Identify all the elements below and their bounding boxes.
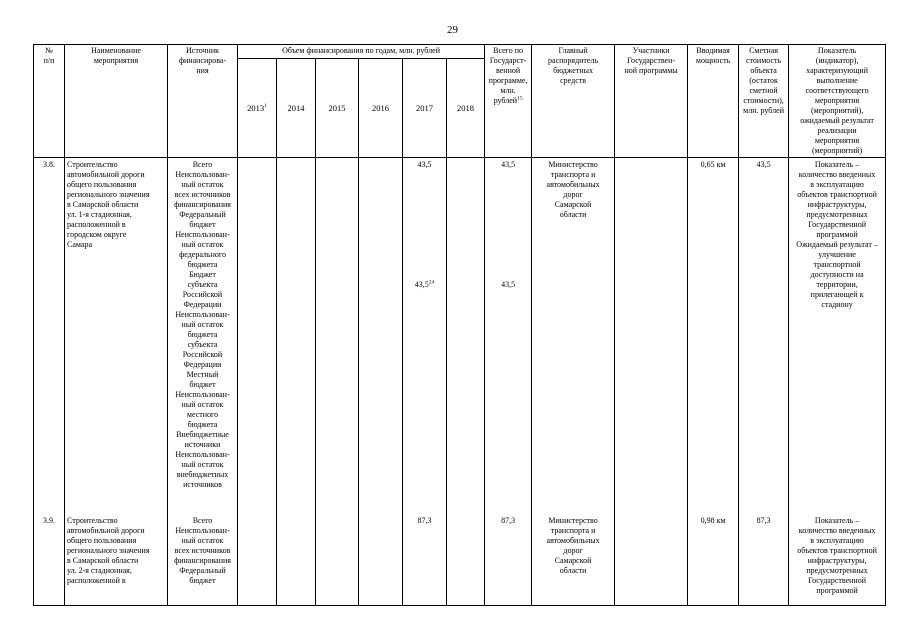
source-item: Всего <box>192 160 213 169</box>
header-year-2017: 2017 <box>403 59 447 158</box>
financing-table <box>33 44 886 606</box>
table-header <box>34 45 886 158</box>
cell-participants <box>615 158 688 514</box>
value-total-total: 43,5 <box>501 160 516 169</box>
cell-2016 <box>359 158 403 514</box>
value-total-regional: 43,5 <box>501 280 516 289</box>
cell-2013 <box>238 514 277 606</box>
source-item: Бюджет субъекта Российской Федерации <box>182 270 223 309</box>
cell-estimate: 43,5 <box>739 158 789 514</box>
source-item: Местный бюджет <box>186 370 219 389</box>
header-estimate: Сметная стоимость объекта (остаток сметной стоимости), млн. рублей <box>739 45 789 158</box>
cell-2018 <box>447 158 485 514</box>
cell-total <box>485 158 532 514</box>
source-item: Неиспользован- ный остаток бюджета субъекта Российской Федерации <box>175 310 230 369</box>
row-name: Строительство автомобильной дороги общего пользования регионального значения в Самарской области ул. 2-я стадионная, расположенной в <box>65 514 168 606</box>
cell-2017 <box>403 514 447 606</box>
source-item: Федеральный бюджет <box>179 210 226 229</box>
header-source: Источник финансирова- ния <box>168 45 238 158</box>
header-name: Наименование мероприятия <box>65 45 168 158</box>
value-2017-total: 87,3 <box>417 515 432 525</box>
source-item: Неиспользован- ный остаток всех источников финансирования <box>174 170 231 209</box>
cell-2018 <box>447 514 485 606</box>
table-body <box>34 158 886 606</box>
source-item: Неиспользован- ный остаток внебюджетных источников <box>175 450 230 489</box>
cell-manager: Министерство транспорта и автомобильных дорог Самарской области <box>532 514 615 606</box>
row-sources <box>168 158 238 514</box>
source-item: Неиспользован- ный остаток всех источников финансирования <box>174 525 231 565</box>
cell-manager: Министерство транспорта и автомобильных дорог Самарской области <box>532 158 615 514</box>
cell-indicator: Показатель – количество введенных в эксплуатацию объектов транспортной инфраструктуры, предусмотренных Государственной программой <box>789 514 886 606</box>
header-participants: Участники Государствен- ной программы <box>615 45 688 158</box>
header-total: Всего по Государст- венной программе, млн. рублей$^{15}$ <box>485 45 532 158</box>
row-sources <box>168 514 238 606</box>
header-num: № п/п <box>34 45 65 158</box>
header-year-2013: 2013$^1$ <box>238 59 277 158</box>
source-item: Федеральный бюджет <box>179 565 226 585</box>
table-row <box>34 158 886 514</box>
table-row <box>34 514 886 606</box>
row-num: 3.9. <box>34 514 65 606</box>
value-total-total: 87,3 <box>501 515 516 525</box>
header-indicator: Показатель (индикатор), характеризующий выполнение соответствующего мероприятия (мероприятий), ожидаемый результат реализации мероприятия (мероприятий) <box>789 45 886 158</box>
header-year-2015: 2015 <box>316 59 359 158</box>
source-item: Неиспользован- ный остаток местного бюджета <box>175 390 230 429</box>
cell-estimate: 87,3 <box>739 514 789 606</box>
header-manager: Главный распорядитель бюджетных средств <box>532 45 615 158</box>
cell-2017 <box>403 158 447 514</box>
cell-2015 <box>316 514 359 606</box>
cell-capacity: 0,98 км <box>688 514 739 606</box>
cell-2014 <box>277 514 316 606</box>
cell-participants <box>615 514 688 606</box>
cell-2014 <box>277 158 316 514</box>
cell-capacity: 0,65 км <box>688 158 739 514</box>
source-item: Всего <box>192 515 213 525</box>
source-item: Неиспользован- ный остаток федерального бюджета <box>175 230 230 269</box>
cell-2013 <box>238 158 277 514</box>
page-number: 29 <box>447 24 458 36</box>
row-num: 3.8. <box>34 158 65 514</box>
header-volume: Объем финансирования по годам, млн. рублей <box>238 45 485 59</box>
header-year-2014: 2014 <box>277 59 316 158</box>
cell-indicator: Показатель – количество введенных в эксплуатацию объектов транспортной инфраструктуры, предусмотренных Государственной программой Ожидаемый результат – улучшение транспортной доступности на территории, прилегающей к стадиону <box>789 158 886 514</box>
source-item: Внебюджетные источники <box>176 430 229 449</box>
value-2017-total: 43,5 <box>417 160 432 169</box>
header-year-2016: 2016 <box>359 59 403 158</box>
cell-2015 <box>316 158 359 514</box>
cell-2016 <box>359 514 403 606</box>
header-capacity: Вводимая мощность <box>688 45 739 158</box>
cell-total <box>485 514 532 606</box>
row-name: Строительство автомобильной дороги общего пользования регионального значения в Самарской области ул. 1-я стадионная, расположенной в городском округе Самара <box>65 158 168 514</box>
value-2017-regional: 43,5$^{24}$ <box>414 279 435 289</box>
header-year-2018: 2018 <box>447 59 485 158</box>
